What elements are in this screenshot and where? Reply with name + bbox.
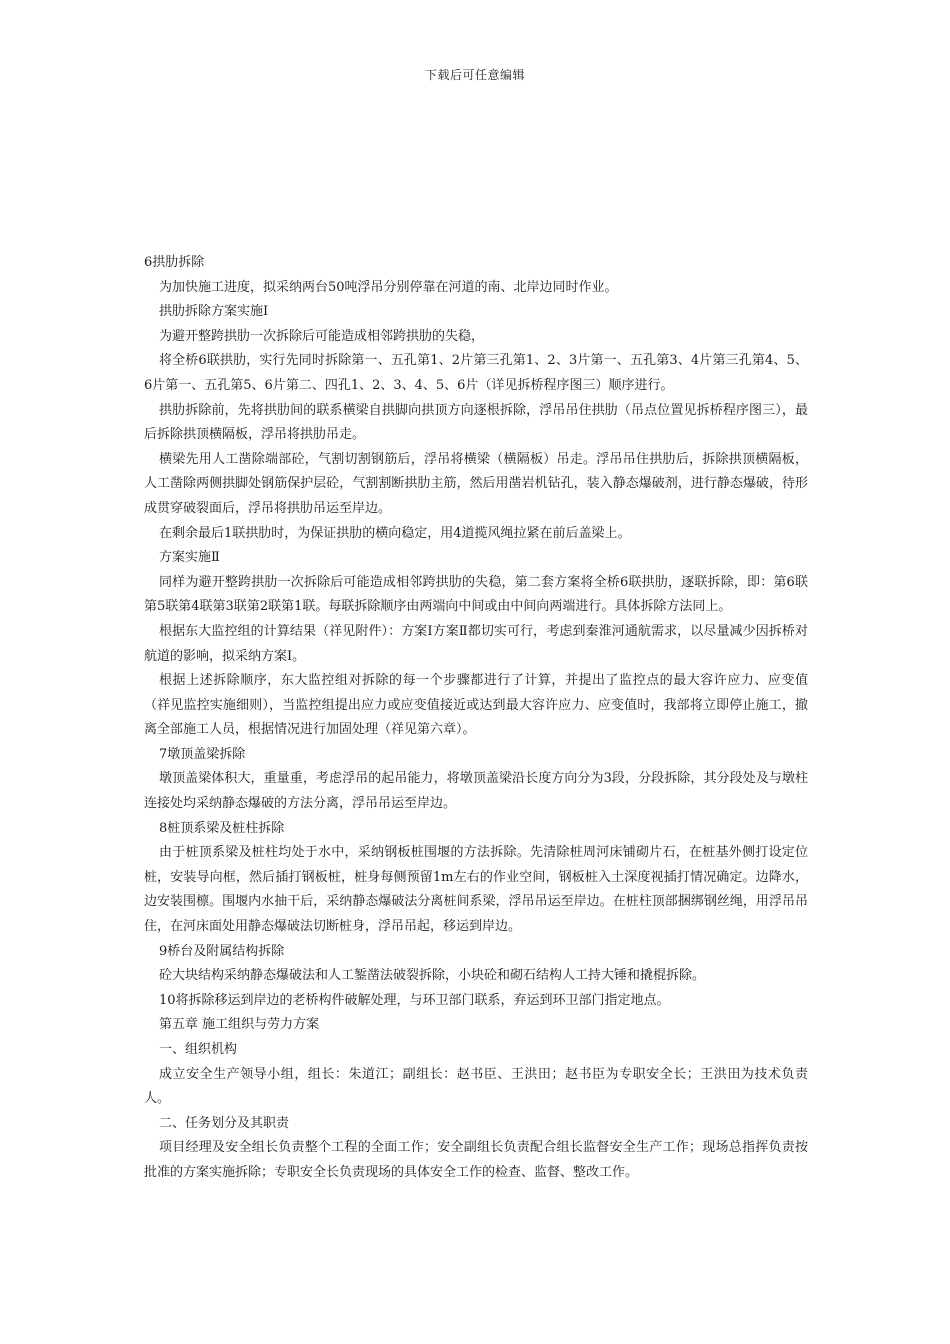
paragraph: 横梁先用人工凿除端部砼，气割切割钢筋后，浮吊将横梁（横隔板）吊走。浮吊吊住拱肋后，拆除拱顶横隔板，人工凿除两侧拱脚处钢筋保护层砼，气割割断拱肋主筋，然后用凿岩机钻孔，装入静态爆破剂，进行静态爆破，待形成贯穿破裂面后，浮吊将拱肋吊运至岸边。 [144, 451, 808, 516]
section-heading: 7墩顶盖梁拆除 [159, 746, 246, 762]
paragraph: 为加快施工进度，拟采纳两台50吨浮吊分别停靠在河道的南、北岸边同时作业。 [159, 279, 618, 295]
paragraph: 同样为避开整跨拱肋一次拆除后可能造成相邻跨拱肋的失稳，第二套方案将全桥6联拱肋，逐联拆除，即：第6联第5联第4联第3联第2联第1联。每联拆除顺序由两端向中间或由中间向两端进行。具体拆除方法同上。 [144, 574, 808, 615]
paragraph: 由于桩顶系梁及桩柱均处于水中，采纳钢板桩围堰的方法拆除。先清除桩周河床铺砌片石，在桩基外侧打设定位桩，安装导向框，然后插打钢板桩，桩身每侧预留1m左右的作业空间，钢板桩入土深度视插打情况确定。边降水，边安装围檩。围堰内水抽干后，采纳静态爆破法分离桩间系梁，浮吊吊运至岸边。在桩柱顶部捆绑钢丝绳，用浮吊吊住，在河床面处用静态爆破法切断桩身，浮吊吊起，移运到岸边。 [144, 845, 808, 935]
paragraph: 项目经理及安全组长负责整个工程的全面工作；安全副组长负责配合组长监督安全生产工作；现场总指挥负责按批准的方案实施拆除；专职安全长负责现场的具体安全工作的检查、监督、整改工作。 [144, 1140, 808, 1180]
paragraph: 将全桥6联拱肋，实行先同时拆除第一、五孔第1、2片第三孔第1、2、3片第一、五孔第3、4片第三孔第4、5、6片第一、五孔第5、6片第二、四孔1、2、3、4、5、6片（详见拆桥程序图三）顺序进行。 [144, 353, 808, 393]
section-heading: 二、任务划分及其职责 [159, 1115, 290, 1131]
paragraph: 根据上述拆除顺序，东大监控组对拆除的每一个步骤都进行了计算，并提出了监控点的最大容许应力、应变值（祥见监控实施细则），当监控组提出应力或应变值接近或达到最大容许应力、应变值时，我部将立即停止施工，撤离全部施工人员，根据情况进行加固处理（祥见第六章）。 [144, 673, 808, 738]
subsection-heading: 方案实施Ⅱ [159, 550, 220, 566]
section-heading: 9桥台及附属结构拆除 [159, 943, 285, 959]
section-heading: 一、组织机构 [159, 1042, 238, 1057]
paragraph: 成立安全生产领导小组，组长：朱道江；副组长：赵书臣、王洪田；赵书臣为专职安全长；王洪田为技术负责人。 [144, 1066, 808, 1107]
chapter-heading: 第五章 施工组织与劳力方案 [159, 1017, 320, 1033]
paragraph: 砼大块结构采纳静态爆破法和人工錾凿法破裂拆除，小块砼和砌石结构人工持大锤和撬棍拆除。 [159, 968, 706, 984]
page-header: 下载后可任意编辑 [424, 68, 525, 82]
subsection-heading: 拱肋拆除方案实施Ⅰ [159, 304, 269, 320]
paragraph: 在剩余最后1联拱肋时，为保证拱肋的横向稳定，用4道揽风绳拉紧在前后盖梁上。 [159, 525, 631, 541]
paragraph: 根据东大监控组的计算结果（祥见附件）：方案Ⅰ方案Ⅱ都切实可行，考虑到秦淮河通航需求，以尽量减少因拆桥对航道的影响，拟采纳方案Ⅰ。 [144, 623, 808, 664]
section-heading: 8桩顶系梁及桩柱拆除 [159, 820, 285, 836]
paragraph: 墩顶盖梁体积大，重量重，考虑浮吊的起吊能力，将墩顶盖梁沿长度方向分为3段，分段拆除，其分段处及与墩柱连接处均采纳静态爆破的方法分离，浮吊吊运至岸边。 [144, 771, 808, 812]
paragraph: 拱肋拆除前，先将拱肋间的联系横梁自拱脚向拱顶方向逐根拆除，浮吊吊住拱肋（吊点位置见拆桥程序图三），最后拆除拱顶横隔板，浮吊将拱肋吊走。 [144, 402, 808, 443]
document-body [144, 251, 808, 1186]
section-heading: 6拱肋拆除 [144, 255, 205, 270]
paragraph: 10将拆除移运到岸边的老桥构件破解处理，与环卫部门联系，弃运到环卫部门指定地点。 [159, 992, 670, 1008]
paragraph: 为避开整跨拱肋一次拆除后可能造成相邻跨拱肋的失稳， [159, 328, 485, 344]
